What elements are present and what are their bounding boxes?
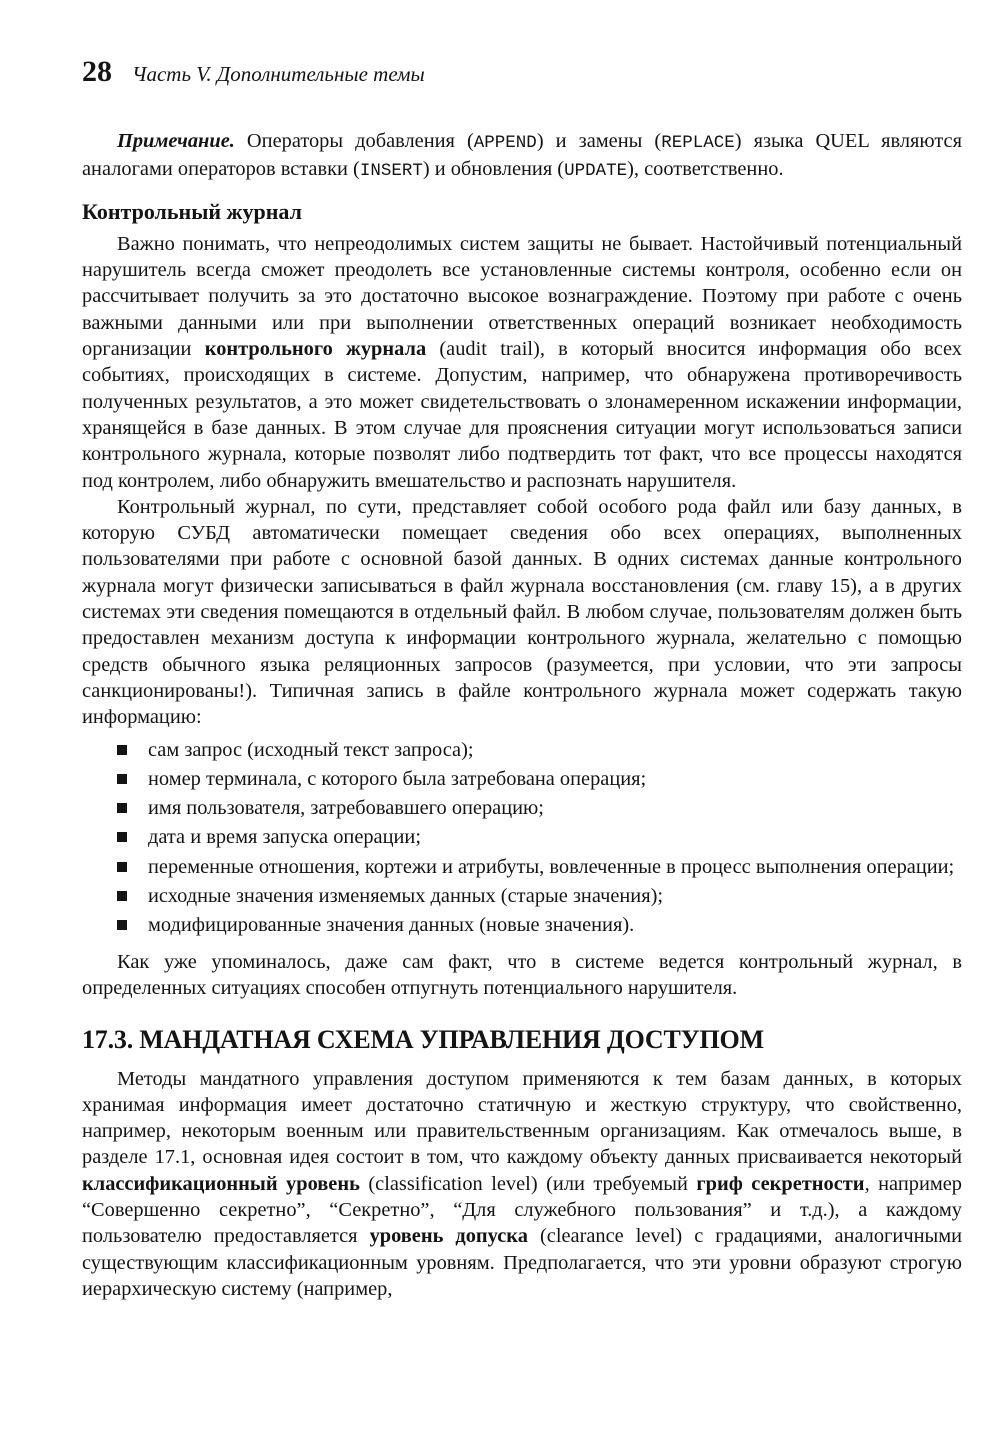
note-paragraph (82, 128, 962, 185)
audit-heading: Контрольный журнал (82, 198, 302, 224)
list-item-text: дата и время запуска операции; (148, 826, 422, 849)
list-item-text: переменные отношения, кортежи и атрибуты, вовлеченные в процесс выполнения операции; (148, 855, 955, 878)
bullet-icon (117, 891, 127, 901)
code-append: APPEND (473, 133, 537, 153)
note-text-1: Операторы добавления ( (234, 130, 474, 152)
code-insert: INSERT (359, 161, 423, 182)
list-item (82, 883, 962, 909)
list-item-text: номер терминала, с которого была затребована операция; (148, 767, 647, 790)
mandatory-p1-c: , например “Совершенно секретно”, “Секретно”, “Для служебного пользования” и т.д.), а каждому пользователю предоставляется (82, 1172, 963, 1248)
list-item (82, 824, 962, 850)
page-header (82, 55, 425, 89)
body-text (82, 128, 962, 1302)
mandatory-p1-d: (clearance level) с градациями, аналогичными существующим классификационным уровням. Предполагается, что эти уровни образуют строгую иерархическую систему (например, (82, 1225, 963, 1300)
list-item-text: исходные значения изменяемых данных (старые значения); (148, 885, 664, 908)
section-heading-17-3: 17.3. МАНДАТНАЯ СХЕМА УПРАВЛЕНИЯ ДОСТУПОМ (82, 1025, 764, 1055)
note-text-5: ), соответственно. (627, 158, 784, 181)
mandatory-paragraph-1 (82, 1066, 962, 1303)
audit-paragraph-2: Контрольный журнал, по сути, представляет собой особого рода файл или базу данных, в которую СУБД автоматически помещает сведения обо всех операциях, выполненных пользователями при работе с основной базой данных. В одних системах данные контрольного журнала могут физически записываться в файл журнала восстановления (см. главу 15), а в других системах эти сведения помещаются в отдельный файл. В любом случае, пользователям должен быть предоставлен механизм доступа к информации контрольного журнала, желательно с помощью средств обычного языка реляционных запросов (разумеется, при условии, что эти запросы санкционированы!). Типичная запись в файле контрольного журнала может содержать такую информацию: (82, 495, 962, 729)
page-number: 28 (82, 55, 112, 88)
term-classification-level: классификационный уровень (82, 1172, 360, 1195)
code-replace: REPLACE (661, 133, 735, 153)
note-text-4: ) и обновления ( (422, 158, 565, 181)
list-item-text: имя пользователя, затребовавшего операцию; (148, 797, 544, 820)
list-item-text: сам запрос (исходный текст запроса); (148, 738, 474, 761)
bullet-icon (117, 862, 127, 872)
list-item (82, 737, 962, 763)
list-item-text: модифицированные значения данных (новые значения). (148, 914, 635, 937)
note-label: Примечание. (117, 130, 235, 152)
list-item (82, 854, 962, 880)
list-item (82, 766, 962, 792)
list-item (82, 912, 962, 938)
code-update: UPDATE (564, 161, 628, 182)
bullet-icon (117, 803, 127, 813)
term-security-label: гриф секретности (696, 1172, 865, 1195)
mandatory-p1-a: Методы мандатного управления доступом применяются к тем базам данных, в которых хранимая информация имеет достаточно статичную и жесткую структуру, что свойственно, например, некоторым военным или правительственным организациям. Как отмечалось выше, в разделе 17.1, основная идея состоит в том, что каждому объекту данных присваивается некоторый (82, 1067, 962, 1169)
audit-p1-after: (audit trail), в который вносится информация обо всех событиях, происходящих в системе. Допустим, например, что обнаружена противоречивость полученных результатов, а это может свидетельствовать о злонамеренном искажении информации, хранящейся в базе данных. В этом случае для прояснения ситуации могут использоваться записи контрольного журнала, которые позволят либо подтвердить тот факт, что все процессы находятся под контролем, либо обнаружить вмешательство и распознать нарушителя. (82, 338, 962, 492)
note-text-3: ) языка QUEL являются аналогами операторов вставки ( (82, 130, 962, 181)
bullet-icon (117, 774, 127, 784)
bullet-icon (117, 832, 127, 842)
audit-paragraph-1 (82, 231, 962, 494)
term-audit-trail: контрольного журнала (204, 338, 427, 361)
term-clearance-level: уровень допуска (369, 1225, 528, 1248)
bullet-icon (117, 745, 127, 755)
note-text-2: ) и замены ( (536, 130, 662, 152)
audit-paragraph-3: Как уже упоминалось, даже сам факт, что в системе ведется контрольный журнал, в определенных ситуациях способен отпугнуть потенциального нарушителя. (82, 950, 962, 999)
running-head: Часть V. Дополнительные темы (132, 62, 425, 86)
audit-p1-before: Важно понимать, что непреодолимых систем защиты не бывает. Настойчивый потенциальный нарушитель всегда сможет преодолеть все установленные системы контроля, особенно если он рассчитывает получить за это достаточно высокое вознаграждение. Поэтому при работе с очень важными данными или при выполнении ответственных операций возникает необходимость организации (82, 232, 962, 361)
audit-record-list (82, 737, 962, 939)
mandatory-p1-b: (classification level) (или требуемый (359, 1172, 697, 1195)
list-item (82, 795, 962, 821)
bullet-icon (117, 920, 127, 930)
